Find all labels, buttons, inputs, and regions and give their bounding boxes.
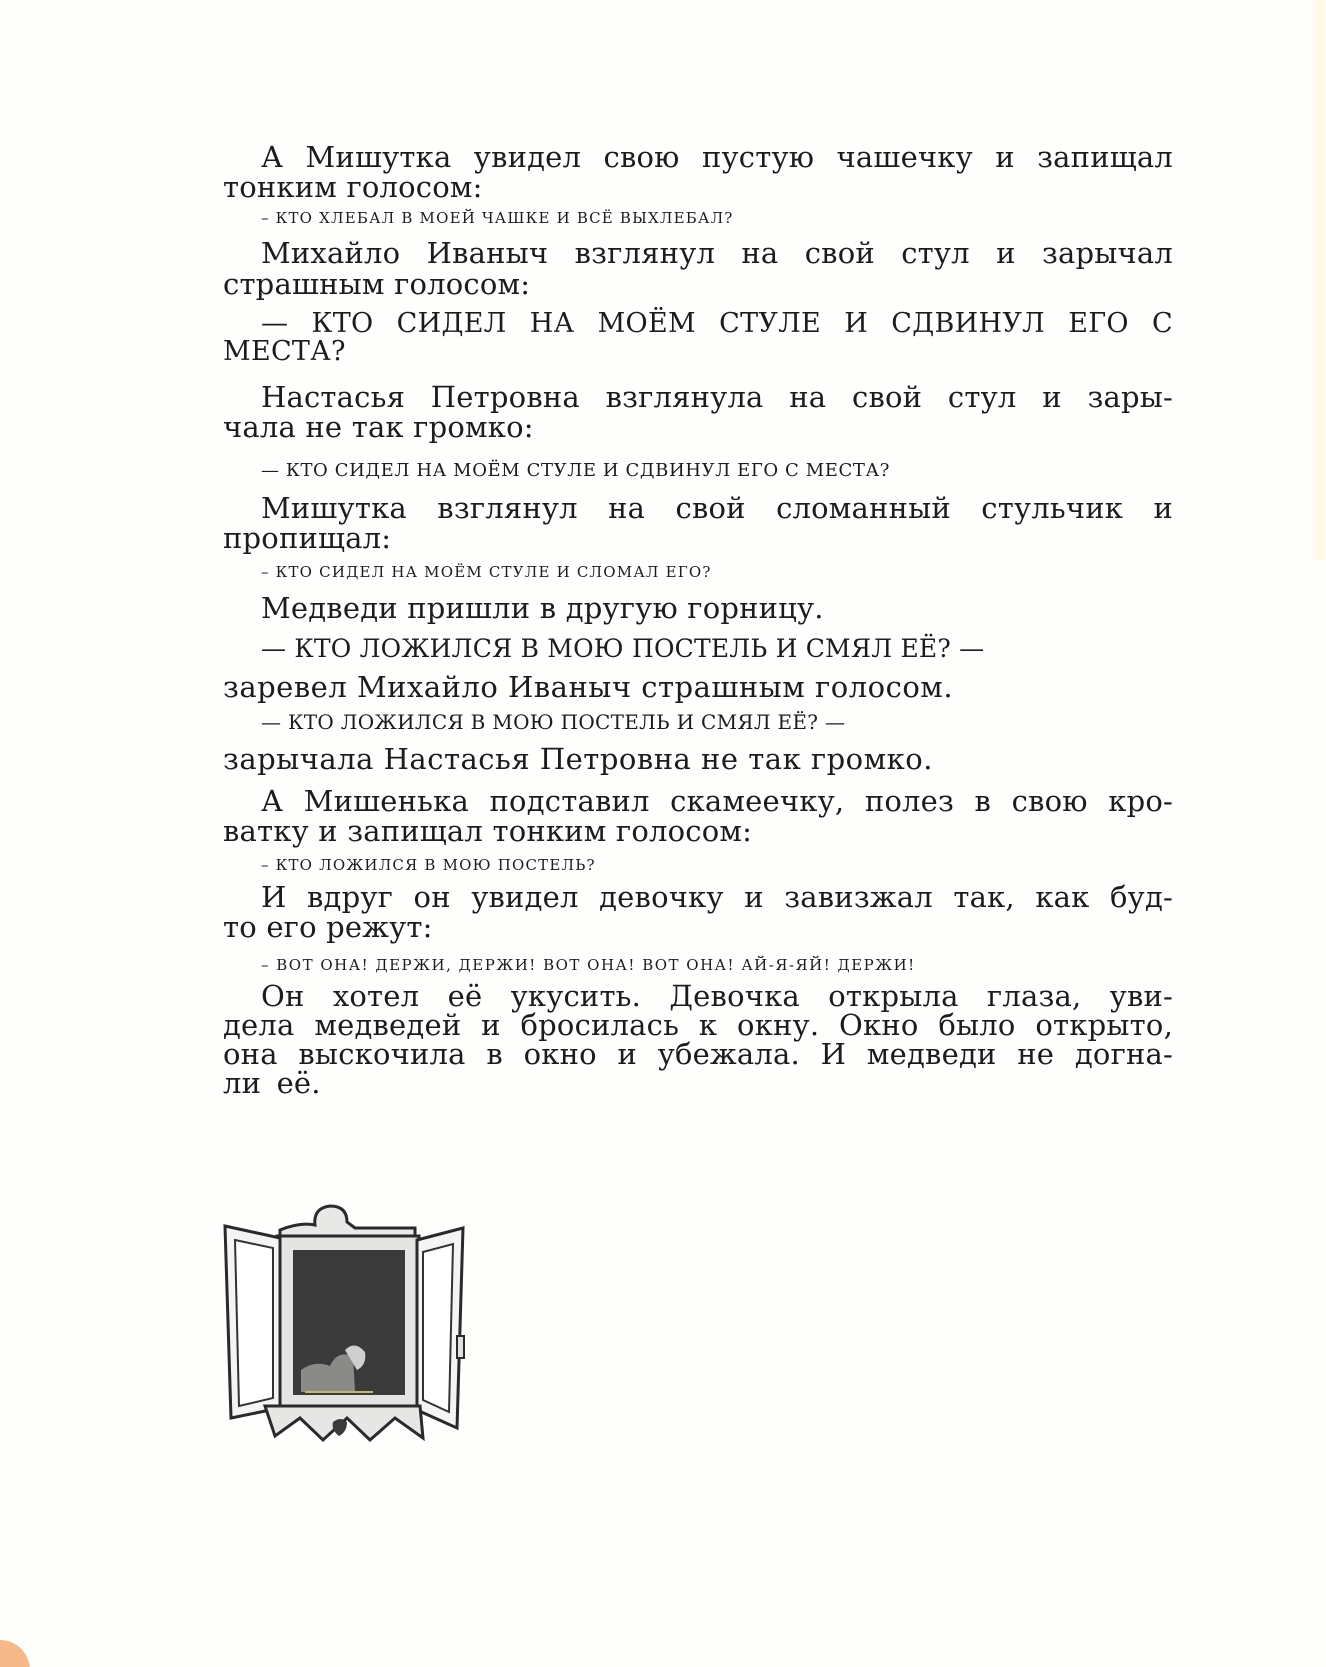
open-window-icon <box>205 1200 465 1450</box>
dialogue-line: — КТО ЛОЖИЛСЯ В МОЮ ПОСТЕЛЬ И СМЯЛ ЕЁ? — <box>261 634 985 663</box>
text-line: ватку и запищал тонким голосом: <box>223 814 753 848</box>
text-line: И вдруг он увидел девочку и завизжал так, как буд- <box>261 880 1173 914</box>
text-line: А Мишенька подставил скамеечку, полез в свою кро- <box>261 784 1173 818</box>
text-line: чала не так громко: <box>223 410 534 444</box>
dialogue-line: — КТО СИДЕЛ НА МОЁМ СТУЛЕ И СДВИНУЛ ЕГО С МЕСТА? <box>261 460 890 481</box>
dialogue-line: – КТО ЛОЖИЛСЯ В МОЮ ПОСТЕЛЬ? <box>261 856 596 874</box>
dialogue-line: — КТО СИДЕЛ НА МОЁМ СТУЛЕ И СДВИНУЛ ЕГО С <box>261 308 1173 339</box>
text-line: пропищал: <box>223 521 392 555</box>
text-line: Медведи пришли в другую горницу. <box>261 591 824 625</box>
text-line: зарычала Настасья Петровна не так громко. <box>223 742 933 776</box>
dialogue-line: МЕСТА? <box>223 336 346 367</box>
text-line: страшным голосом: <box>223 267 531 301</box>
dialogue-line: – КТО ХЛЕБАЛ В МОЕЙ ЧАШКЕ И ВСЁ ВЫХЛЕБАЛ? <box>261 209 734 227</box>
text-line: Михайло Иваныч взглянул на свой стул и зарычал <box>261 236 1173 270</box>
text-line: ли её. <box>223 1066 321 1100</box>
dialogue-line: – КТО СИДЕЛ НА МОЁМ СТУЛЕ И СЛОМАЛ ЕГО? <box>261 563 712 581</box>
text-line: тонким голосом: <box>223 170 483 204</box>
text-line: заревел Михайло Иваныч страшным голосом. <box>223 670 954 704</box>
text-line: Мишутка взглянул на свой сломанный стульчик и <box>261 491 1173 525</box>
text-line: Он хотел её укусить. Девочка открыла глаза, уви- <box>261 979 1173 1013</box>
text-line: Настасья Петровна взглянула на свой стул и зары- <box>261 380 1173 414</box>
corner-stain <box>0 1640 30 1667</box>
text-line: она выскочила в окно и убежала. И медведи не догна- <box>223 1037 1173 1071</box>
page-edge <box>1310 0 1326 560</box>
dialogue-line: — КТО ЛОЖИЛСЯ В МОЮ ПОСТЕЛЬ И СМЯЛ ЕЁ? — <box>261 710 846 734</box>
text-line: А Мишутка увидел свою пустую чашечку и запищал <box>261 140 1173 174</box>
text-line: дела медведей и бросилась к окну. Окно было открыто, <box>223 1008 1173 1042</box>
dialogue-line: – ВОТ ОНА! ДЕРЖИ, ДЕРЖИ! ВОТ ОНА! ВОТ ОНА! АЙ-Я-ЯЙ! ДЕРЖИ! <box>261 956 916 974</box>
text-line: то его режут: <box>223 910 433 944</box>
